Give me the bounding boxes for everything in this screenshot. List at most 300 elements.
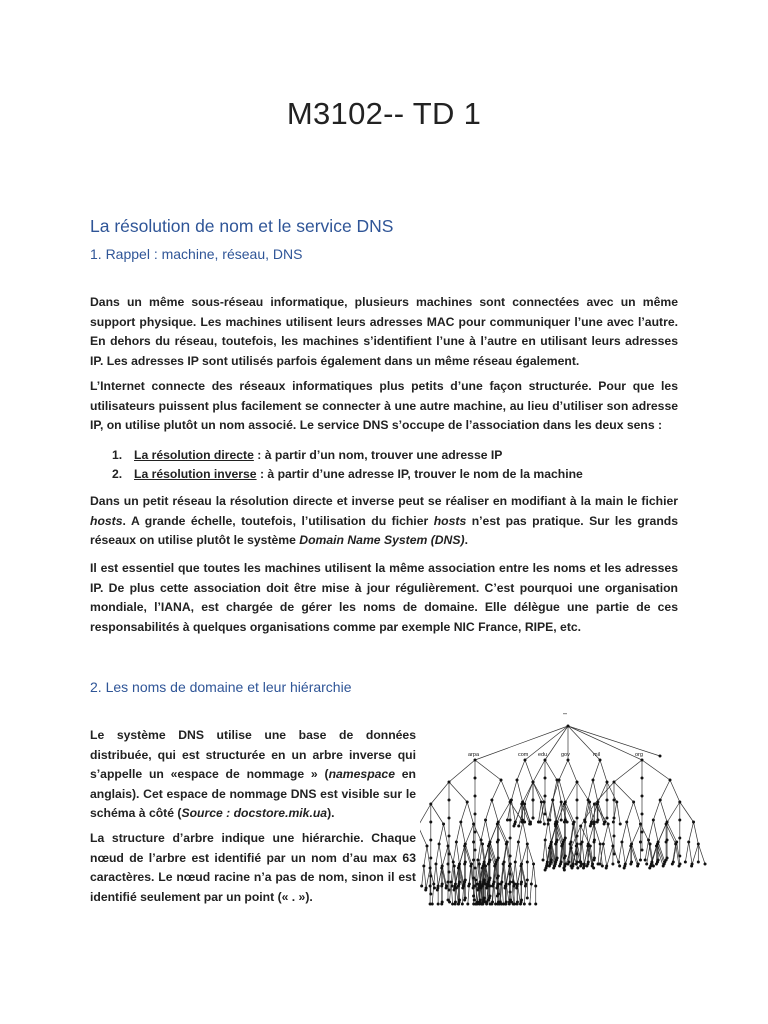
- tree-edge: [617, 802, 620, 824]
- tree-edge: [534, 864, 536, 886]
- tree-node: [512, 885, 515, 888]
- tree-node: [467, 885, 470, 888]
- tree-node: [560, 845, 563, 848]
- tree-edge: [660, 800, 667, 822]
- tree-node: [520, 883, 523, 886]
- tree-node: [480, 839, 483, 842]
- section-heading-1: 1. Rappel : machine, réseau, DNS: [90, 246, 303, 262]
- tree-node: [576, 853, 579, 856]
- tree-node: [516, 779, 519, 782]
- tree-edge: [680, 802, 694, 822]
- tree-edge: [481, 820, 485, 840]
- tree-node: [612, 821, 615, 824]
- tree-node: [532, 799, 535, 802]
- tree-node: [636, 865, 639, 868]
- tree-node: [665, 841, 668, 844]
- tree-node: [639, 823, 642, 826]
- tree-edge: [653, 800, 660, 820]
- tree-node: [665, 823, 668, 826]
- tree-edge: [420, 804, 431, 826]
- tree-node: [563, 821, 566, 824]
- tree-node: [463, 845, 466, 848]
- tree-node: [454, 903, 457, 906]
- tree-node: [499, 883, 502, 886]
- tree-node: [437, 903, 440, 906]
- tree-edge: [603, 824, 608, 844]
- list-item: [90, 446, 678, 465]
- tree-node: [429, 857, 432, 860]
- tree-node: [544, 813, 547, 816]
- tree-node: [669, 779, 672, 782]
- tree-edge: [498, 822, 507, 842]
- tree-edge: [627, 802, 634, 822]
- tree-edge: [494, 882, 496, 904]
- tree-node: [448, 799, 451, 802]
- tree-node: [448, 889, 451, 892]
- tree-node: [495, 887, 498, 890]
- tree-node: [496, 841, 499, 844]
- tree-node: [558, 865, 561, 868]
- tree-edge: [427, 846, 430, 868]
- tree-node: [446, 881, 449, 884]
- tree-node: [532, 863, 535, 866]
- tree-node: [534, 903, 537, 906]
- tree-edge: [439, 844, 442, 866]
- tree-node: [500, 779, 503, 782]
- tree-node: [508, 865, 511, 868]
- tree-node: [481, 885, 484, 888]
- tree-node: [554, 843, 557, 846]
- tree-edge: [449, 760, 475, 782]
- tree-node: [583, 819, 586, 822]
- tree-node: [498, 903, 501, 906]
- tree-node: [429, 867, 432, 870]
- tree-node: [474, 777, 477, 780]
- namespace-term: namespace: [328, 767, 395, 782]
- tree-edge: [553, 780, 559, 800]
- tree-node: [422, 865, 425, 868]
- tree-node: [649, 843, 652, 846]
- tree-edge: [685, 842, 688, 862]
- tree-node: [575, 863, 578, 866]
- tree-node: [429, 803, 432, 806]
- tree-node: [641, 759, 644, 762]
- tree-node: [592, 779, 595, 782]
- source-citation: Source : docstore.mik.ua: [181, 806, 328, 821]
- tree-edge: [593, 760, 600, 780]
- tree-node: [560, 801, 563, 804]
- tree-node: [596, 821, 599, 824]
- tree-node: [520, 901, 523, 904]
- tree-edge: [525, 760, 533, 782]
- tree-node: [678, 855, 681, 858]
- tree-node: [579, 843, 582, 846]
- tree-node: [446, 845, 449, 848]
- tree-node: [619, 823, 622, 826]
- tree-node: [476, 889, 479, 892]
- tree-node: [490, 799, 493, 802]
- list-number: 2.: [112, 467, 123, 481]
- tree-edge: [603, 844, 606, 866]
- tree-node: [466, 903, 469, 906]
- list-text: : à partir d’une adresse IP, trouver le nom de la machine: [256, 467, 583, 481]
- tree-edge: [582, 842, 584, 864]
- tree-node: [552, 867, 555, 870]
- tree-node: [474, 813, 477, 816]
- tree-node: [697, 861, 700, 864]
- tree-edge: [667, 822, 677, 842]
- tree-edge: [439, 824, 443, 844]
- tree-node: [484, 819, 487, 822]
- tree-node: [543, 801, 546, 804]
- tree-node: [611, 863, 614, 866]
- tree-edge: [453, 842, 456, 862]
- tree-node: [481, 843, 484, 846]
- tree-node: [678, 865, 681, 868]
- tree-node: [641, 813, 644, 816]
- tree-node: [534, 885, 537, 888]
- tree-node: [517, 841, 520, 844]
- tree-edge: [511, 800, 515, 822]
- tree-edge: [517, 760, 525, 780]
- tree-node: [544, 795, 547, 798]
- tree-edge: [533, 782, 544, 802]
- tree-edge: [597, 782, 607, 804]
- tree-node: [526, 843, 529, 846]
- root-node-label: "": [563, 713, 567, 719]
- tree-node: [455, 841, 458, 844]
- tree-node: [563, 803, 566, 806]
- tree-node: [542, 859, 545, 862]
- tree-node: [613, 853, 616, 856]
- tree-node: [585, 865, 588, 868]
- tree-node: [655, 863, 658, 866]
- tree-node: [453, 865, 456, 868]
- hosts-term: hosts: [90, 513, 123, 528]
- tree-node: [429, 821, 432, 824]
- list-term: La résolution inverse: [134, 467, 257, 481]
- tree-node: [490, 903, 493, 906]
- tree-node: [432, 883, 435, 886]
- tree-edge: [600, 760, 607, 782]
- tree-node: [463, 899, 466, 902]
- tree-node: [516, 903, 519, 906]
- tree-node: [440, 903, 443, 906]
- tree-node: [623, 867, 626, 870]
- tree-node: [505, 843, 508, 846]
- paragraph-2: L’Internet connecte des réseaux informatiques plus petits d’une façon structurée. Pour que les utilisateurs puissent plus facilement se connecter à une autre machine, au lieu d’utiliser son adresse IP, on utilise plutôt un nom associé. Le service DNS s’occupe de l’association dans les deux sens :: [90, 379, 678, 433]
- tree-edge: [653, 820, 658, 842]
- tree-node: [692, 821, 695, 824]
- tree-node: [448, 817, 451, 820]
- tree-node: [599, 843, 602, 846]
- tree-edge: [450, 882, 452, 902]
- tree-edge: [420, 826, 427, 846]
- tree-node: [678, 819, 681, 822]
- tree-node: [690, 865, 693, 868]
- tree-node: [502, 863, 505, 866]
- tree-edge: [689, 842, 692, 864]
- tree-node: [474, 795, 477, 798]
- tree-edge: [444, 824, 448, 846]
- tree-node: [547, 819, 550, 822]
- tree-node: [641, 849, 644, 852]
- tree-node: [532, 817, 535, 820]
- tree-node: [448, 781, 451, 784]
- tree-node: [448, 901, 451, 904]
- tree-node: [537, 821, 540, 824]
- tree-node: [684, 861, 687, 864]
- paragraph-4: Il est essentiel que toutes les machines utilisent la même association entre les noms et les adresses IP. De plus cette association doit être mise à jour régulièrement. C’est pourquoi une organisation mondiale, l’IANA, est chargée de gérer les noms de domaine. Elle délègue une partie de ces responsabilités à quelques organisations comme par exemple NIC France, RIPE, etc.: [90, 561, 678, 634]
- tree-edge: [588, 780, 593, 800]
- tree-node: [607, 823, 610, 826]
- tree-node: [605, 867, 608, 870]
- tree-node: [478, 903, 481, 906]
- tree-node: [563, 857, 566, 860]
- tree-node: [572, 823, 575, 826]
- tree-edge: [593, 780, 598, 802]
- tree-node: [576, 867, 579, 870]
- tree-node: [603, 823, 606, 826]
- tree-edge: [619, 842, 622, 862]
- tree-node: [473, 899, 476, 902]
- tree-node: [474, 831, 477, 834]
- tree-node: [662, 865, 665, 868]
- tree-edge: [649, 820, 654, 840]
- tree-node: [606, 817, 609, 820]
- tree-edge: [436, 864, 438, 886]
- tree-node: [476, 859, 479, 862]
- tree-node: [478, 863, 481, 866]
- tree-edge: [530, 884, 532, 904]
- tld-label: edu: [538, 752, 548, 758]
- tree-edge: [456, 842, 459, 864]
- tree-node: [615, 801, 618, 804]
- tree-node: [450, 881, 453, 884]
- tree-node: [453, 889, 456, 892]
- tree-edge: [501, 780, 510, 802]
- tree-node: [548, 847, 551, 850]
- tree-node: [438, 843, 441, 846]
- tree-node: [611, 845, 614, 848]
- tree-node: [504, 887, 507, 890]
- tree-node: [554, 861, 557, 864]
- tree-edge: [467, 802, 473, 824]
- tree-node: [429, 839, 432, 842]
- tree-node: [452, 861, 455, 864]
- tree-node: [463, 881, 466, 884]
- tree-node: [517, 825, 520, 828]
- list-term: La résolution directe: [134, 448, 254, 462]
- tree-node: [463, 863, 466, 866]
- tree-node: [448, 871, 451, 874]
- tree-node: [440, 885, 443, 888]
- tree-node: [652, 819, 655, 822]
- tree-edge: [598, 844, 600, 864]
- tree-edge: [622, 822, 627, 842]
- tree-edge: [553, 800, 557, 822]
- tree-node: [442, 823, 445, 826]
- tree-edge: [545, 760, 557, 780]
- tree-node: [487, 881, 490, 884]
- tree-edge: [456, 822, 460, 842]
- tree-node: [579, 861, 582, 864]
- tree-edge: [607, 782, 617, 802]
- tree-node: [648, 867, 651, 870]
- tree-node: [434, 863, 437, 866]
- tree-edge: [517, 780, 523, 802]
- tree-node: [510, 799, 513, 802]
- tree-edge: [513, 862, 515, 882]
- tree-node: [606, 781, 609, 784]
- tree-edge: [461, 822, 465, 844]
- tree-node: [481, 903, 484, 906]
- tld-label: org: [635, 752, 643, 758]
- tree-edge: [424, 846, 427, 866]
- tree-node: [593, 839, 596, 842]
- tree-node: [629, 845, 632, 848]
- tree-node: [544, 759, 547, 762]
- tree-edge: [543, 840, 545, 860]
- tree-edge: [559, 780, 565, 802]
- tree-node: [530, 883, 533, 886]
- tree-node: [523, 903, 526, 906]
- list-number: 1.: [112, 448, 123, 462]
- tree-node: [457, 867, 460, 870]
- tree-node: [625, 821, 628, 824]
- tree-node: [487, 899, 490, 902]
- tree-node: [474, 849, 477, 852]
- tree-edge: [533, 760, 545, 782]
- tree-node: [509, 837, 512, 840]
- tree-node: [487, 863, 490, 866]
- tree-edge: [631, 824, 641, 846]
- tree-node: [659, 755, 662, 758]
- tree-edge: [642, 760, 670, 780]
- tree-node: [481, 867, 484, 870]
- tree-node: [599, 759, 602, 762]
- tree-node: [659, 799, 662, 802]
- tree-node: [431, 903, 434, 906]
- tree-node: [613, 799, 616, 802]
- tree-node: [697, 843, 700, 846]
- tree-node: [674, 843, 677, 846]
- tree-node: [554, 825, 557, 828]
- tree-edge: [533, 782, 541, 802]
- tree-edge: [660, 780, 670, 800]
- tree-node: [613, 835, 616, 838]
- tree-node: [570, 847, 573, 850]
- tree-node: [520, 803, 523, 806]
- tree-edge: [565, 802, 574, 822]
- tree-node: [523, 821, 526, 824]
- tree-node: [509, 873, 512, 876]
- tree-node: [566, 863, 569, 866]
- tree-edge: [522, 782, 533, 804]
- tree-node: [596, 803, 599, 806]
- tree-node: [544, 839, 547, 842]
- tree-node: [593, 857, 596, 860]
- tree-node: [576, 835, 579, 838]
- tree-node: [461, 903, 464, 906]
- tree-edge: [461, 802, 467, 822]
- tree-node: [440, 867, 443, 870]
- tree-node: [425, 845, 428, 848]
- tree-node: [593, 803, 596, 806]
- tree-edge: [431, 782, 449, 804]
- tree-node: [510, 901, 513, 904]
- tree-edge: [559, 760, 568, 780]
- tree-node: [639, 841, 642, 844]
- tree-node: [579, 865, 582, 868]
- tree-node: [576, 799, 579, 802]
- tree-node: [474, 885, 477, 888]
- tree-node: [457, 903, 460, 906]
- tree-node: [665, 859, 668, 862]
- tree-node: [508, 883, 511, 886]
- tree-edge: [475, 760, 501, 780]
- tree-node: [593, 821, 596, 824]
- tree-node: [647, 839, 650, 842]
- tree-edge: [511, 780, 517, 800]
- tree-node: [485, 903, 488, 906]
- tree-node: [582, 867, 585, 870]
- tree-node: [514, 861, 517, 864]
- tree-node: [629, 863, 632, 866]
- tree-node: [617, 861, 620, 864]
- tree-node: [446, 863, 449, 866]
- tree-node: [575, 845, 578, 848]
- tree-node: [445, 887, 448, 890]
- tree-node: [433, 887, 436, 890]
- tree-node: [429, 893, 432, 896]
- tree-node: [461, 887, 464, 890]
- tree-node: [526, 861, 529, 864]
- tree-node: [491, 885, 494, 888]
- tree-node: [451, 885, 454, 888]
- tree-node: [420, 885, 423, 888]
- tree-node: [524, 759, 527, 762]
- tree-node: [563, 839, 566, 842]
- tree-node: [644, 859, 647, 862]
- tree-node: [472, 859, 475, 862]
- tld-label: gov: [561, 752, 570, 758]
- tree-edge: [518, 842, 521, 864]
- tree-node: [678, 837, 681, 840]
- tree-node: [602, 843, 605, 846]
- tree-node: [487, 845, 490, 848]
- tree-edge: [608, 824, 613, 846]
- tree-node: [474, 867, 477, 870]
- tree-node: [496, 895, 499, 898]
- tree-node: [639, 859, 642, 862]
- tree-node: [496, 859, 499, 862]
- section-heading-main: La résolution de nom et le service DNS: [90, 216, 394, 236]
- tree-node: [474, 879, 477, 882]
- paragraph-6: La structure d’arbre indique une hiérarchie. Chaque nœud de l’arbre est identifié par un nom d’au max 63 caractères. Le nœud racine n’a pas de nom, sinon il est identifié seulement par un point (« . »).: [90, 831, 416, 904]
- tree-node: [448, 835, 451, 838]
- tree-edge: [515, 862, 517, 884]
- tree-node: [655, 845, 658, 848]
- tree-edge: [422, 866, 424, 886]
- tree-node: [589, 825, 592, 828]
- tree-node: [474, 759, 477, 762]
- tree-edge: [694, 822, 699, 844]
- tree-node: [540, 801, 543, 804]
- tree-edge: [434, 864, 436, 884]
- hosts-term: hosts: [433, 513, 467, 528]
- tree-node: [509, 819, 512, 822]
